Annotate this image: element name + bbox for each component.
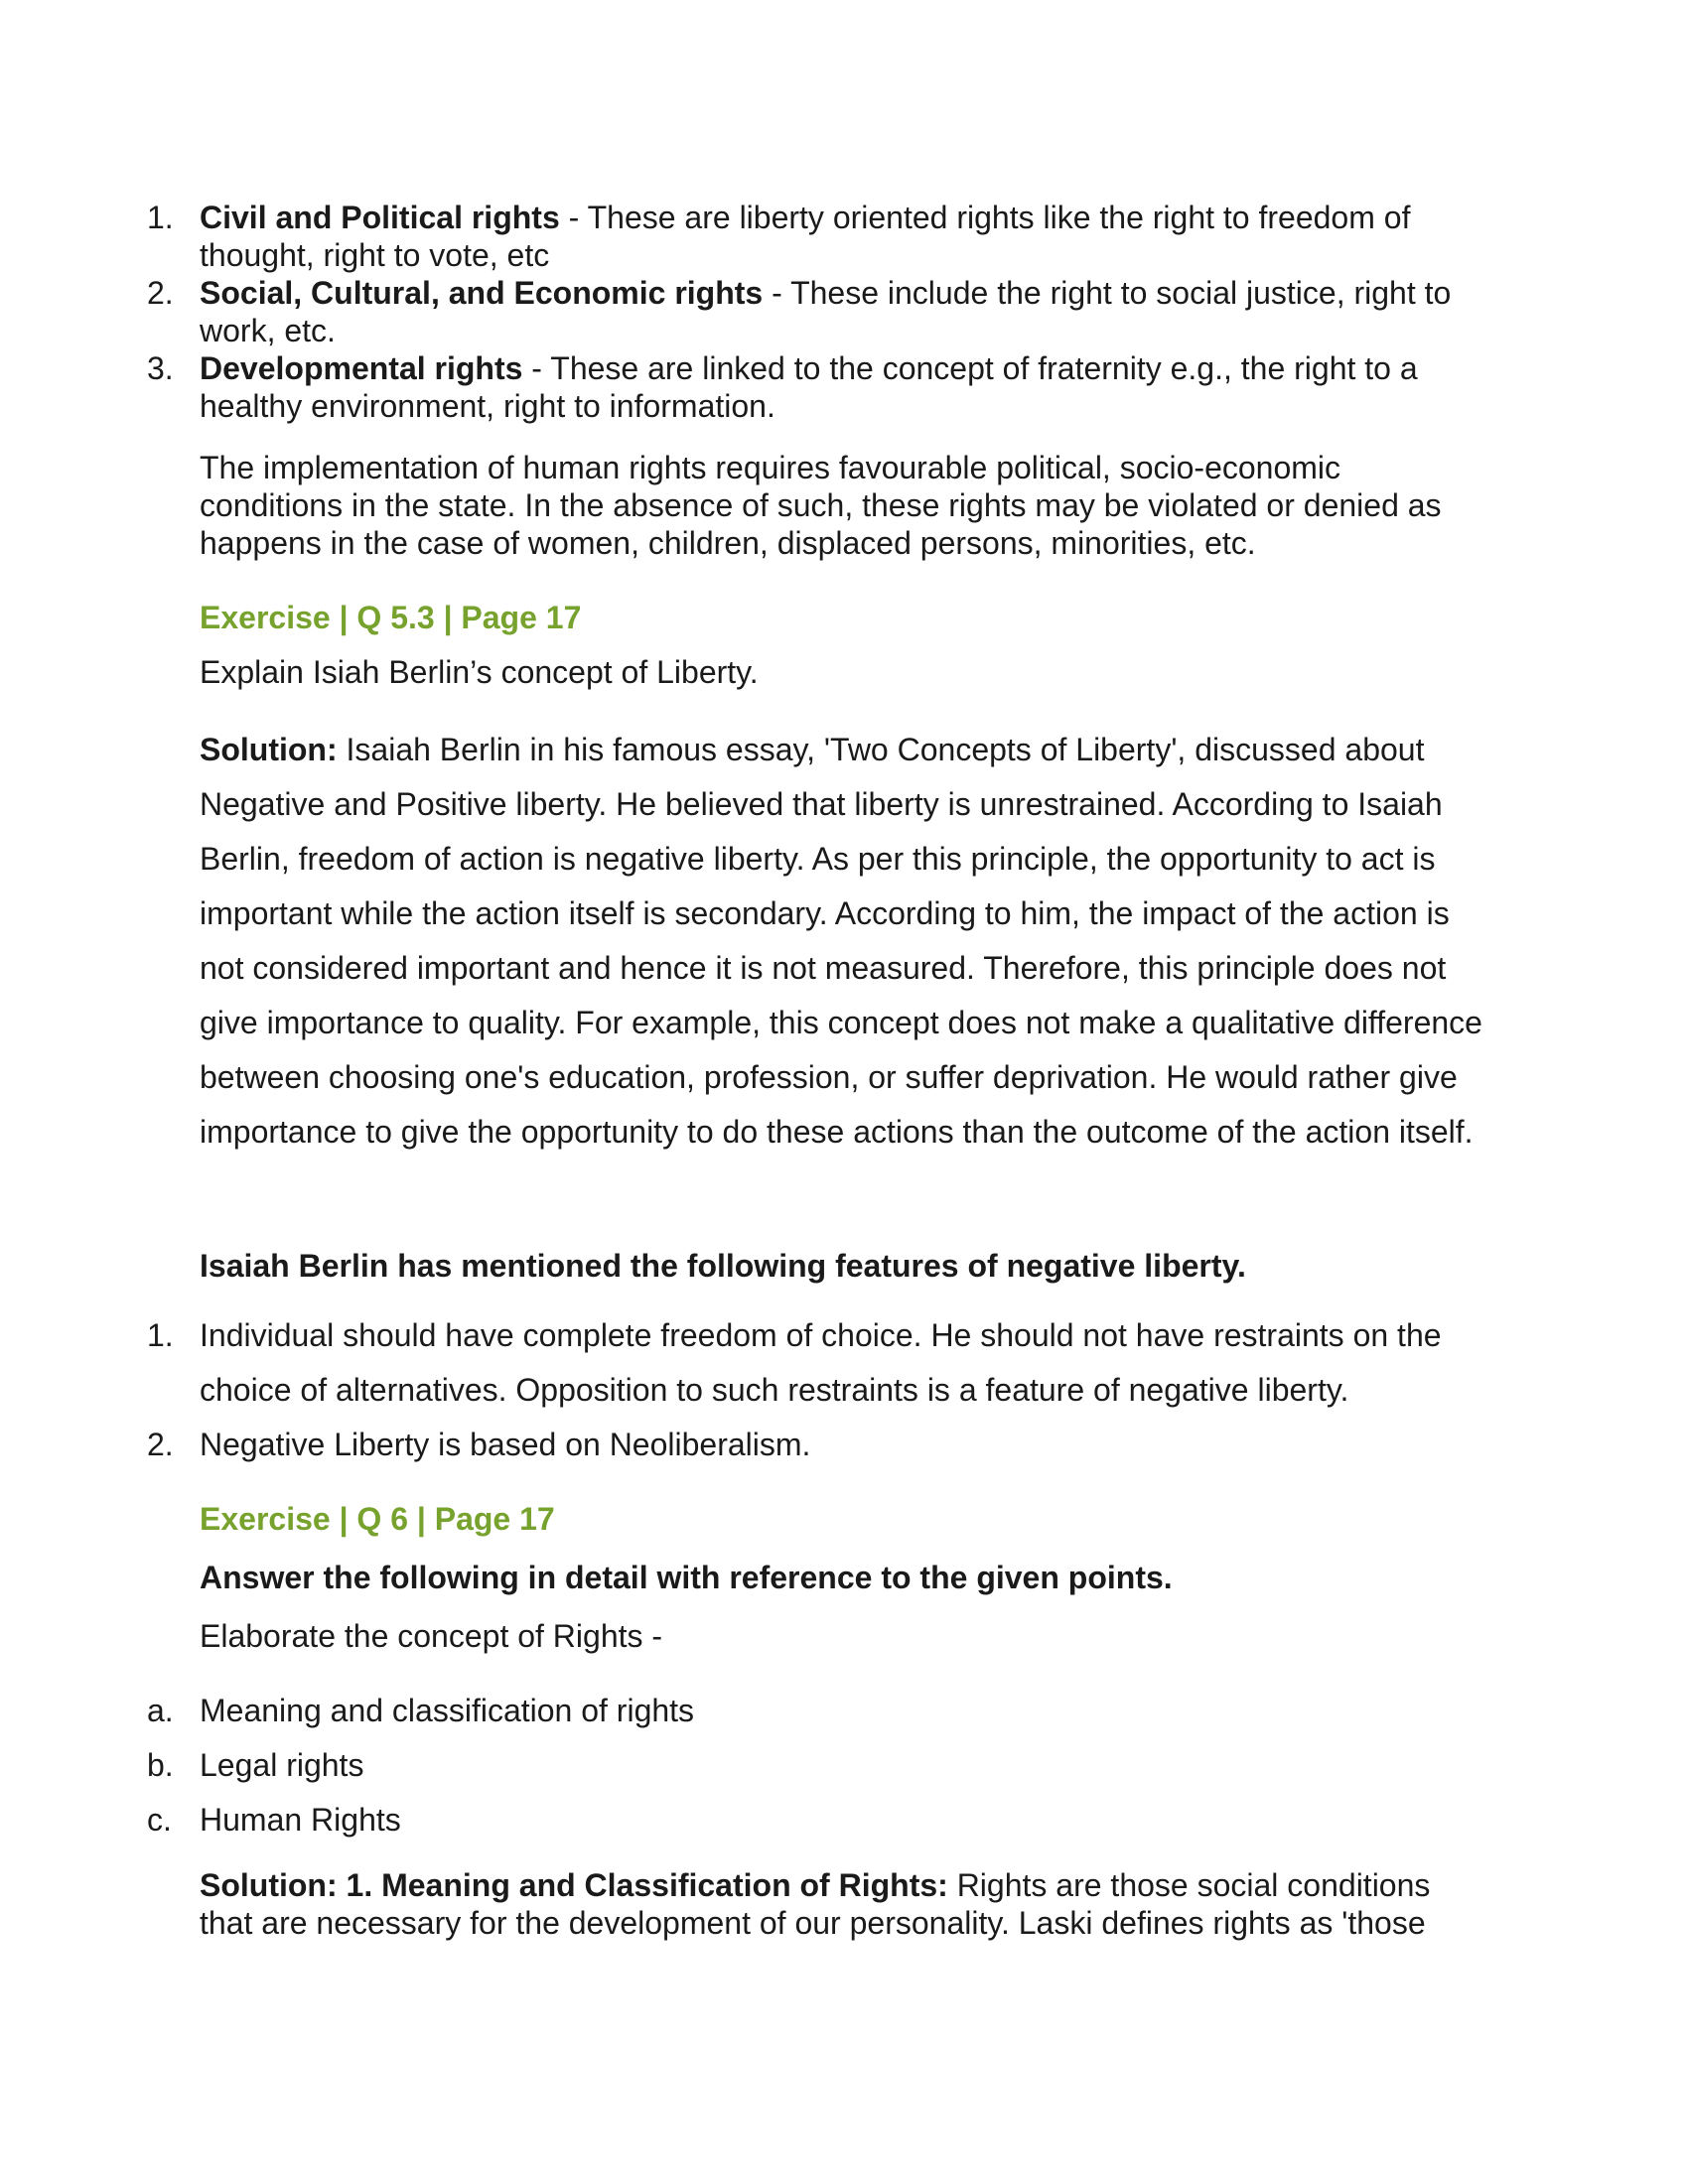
list-marker: c.	[147, 1802, 172, 1838]
list-item-text: Legal rights	[200, 1747, 364, 1783]
features-list	[0, 1308, 1688, 1472]
solution-text: Rights are those social conditions that are necessary for the development of our personality. Laski defines rights as 'those	[200, 1867, 1431, 1941]
list-marker: a.	[147, 1693, 174, 1728]
list-item-text: - These are liberty oriented rights like the right to freedom of thought, right to vote, etc	[200, 200, 1411, 273]
question-text: Explain Isiah Berlin’s concept of Liberty.	[200, 654, 759, 690]
list-marker: 1.	[147, 1317, 174, 1353]
exercise-heading-q5-3: Exercise | Q 5.3 | Page 17	[200, 600, 582, 635]
list-item-term: Social, Cultural, and Economic rights	[200, 275, 764, 311]
list-item	[0, 349, 1490, 425]
list-marker: 3.	[147, 350, 174, 386]
list-item	[0, 1793, 1490, 1847]
list-item	[0, 1684, 1490, 1738]
list-item	[0, 199, 1490, 274]
list-marker: 2.	[147, 1427, 174, 1462]
list-marker: 2.	[147, 275, 174, 311]
rights-classification-list	[0, 199, 1688, 425]
features-heading: Isaiah Berlin has mentioned the following features of negative liberty.	[200, 1248, 1246, 1284]
list-item	[0, 1738, 1490, 1793]
solution-label: Solution: 1. Meaning and Classification of Rights:	[200, 1867, 948, 1903]
list-item-text: Negative Liberty is based on Neoliberalism.	[200, 1427, 811, 1462]
list-item-text: - These are linked to the concept of fraternity e.g., the right to a healthy environment, right to information.	[200, 350, 1418, 424]
list-item	[0, 1418, 1490, 1472]
solution-text: Isaiah Berlin in his famous essay, 'Two Concepts of Liberty', discussed about Negative and Positive liberty. He believed that liberty is unrestrained. According to Isaiah Berlin, freedom of action is negative liberty. As per this principle, the opportunity to act is important while the action itself is secondary. According to him, the impact of the action is not considered important and hence it is not measured. Therefore, this principle does not give importance to quality. For example, this concept does not make a qualitative difference between choosing one's education, profession, or suffer deprivation. He would rather give importance to give the opportunity to do these actions than the outcome of the action itself.	[200, 732, 1482, 1150]
list-item	[0, 274, 1490, 349]
exercise-heading-q6: Exercise | Q 6 | Page 17	[200, 1501, 555, 1537]
list-item-text: Meaning and classification of rights	[200, 1693, 695, 1728]
list-item	[0, 1308, 1490, 1418]
solution-paragraph	[200, 723, 1490, 1160]
list-item-term: Civil and Political rights	[200, 200, 560, 235]
implementation-paragraph: The implementation of human rights requires favourable political, socio-economic conditions in the state. In the absence of such, these rights may be violated or denied as happens in the case of women, children, displaced persons, minorities, etc.	[200, 450, 1442, 561]
list-item-text: Human Rights	[200, 1802, 401, 1838]
instruction-text: Answer the following in detail with reference to the given points.	[200, 1560, 1173, 1595]
list-item-text: - These include the right to social justice, right to work, etc.	[200, 275, 1452, 348]
question-text: Elaborate the concept of Rights -	[200, 1618, 663, 1654]
points-list	[0, 1684, 1688, 1847]
list-marker: 1.	[147, 200, 174, 235]
list-item-term: Developmental rights	[200, 350, 523, 386]
list-item-text: Individual should have complete freedom of choice. He should not have restraints on the choice of alternatives. Opposition to such restraints is a feature of negative liberty.	[200, 1317, 1442, 1408]
list-marker: b.	[147, 1747, 174, 1783]
solution-paragraph	[200, 1866, 1490, 1942]
solution-label: Solution:	[200, 732, 338, 767]
